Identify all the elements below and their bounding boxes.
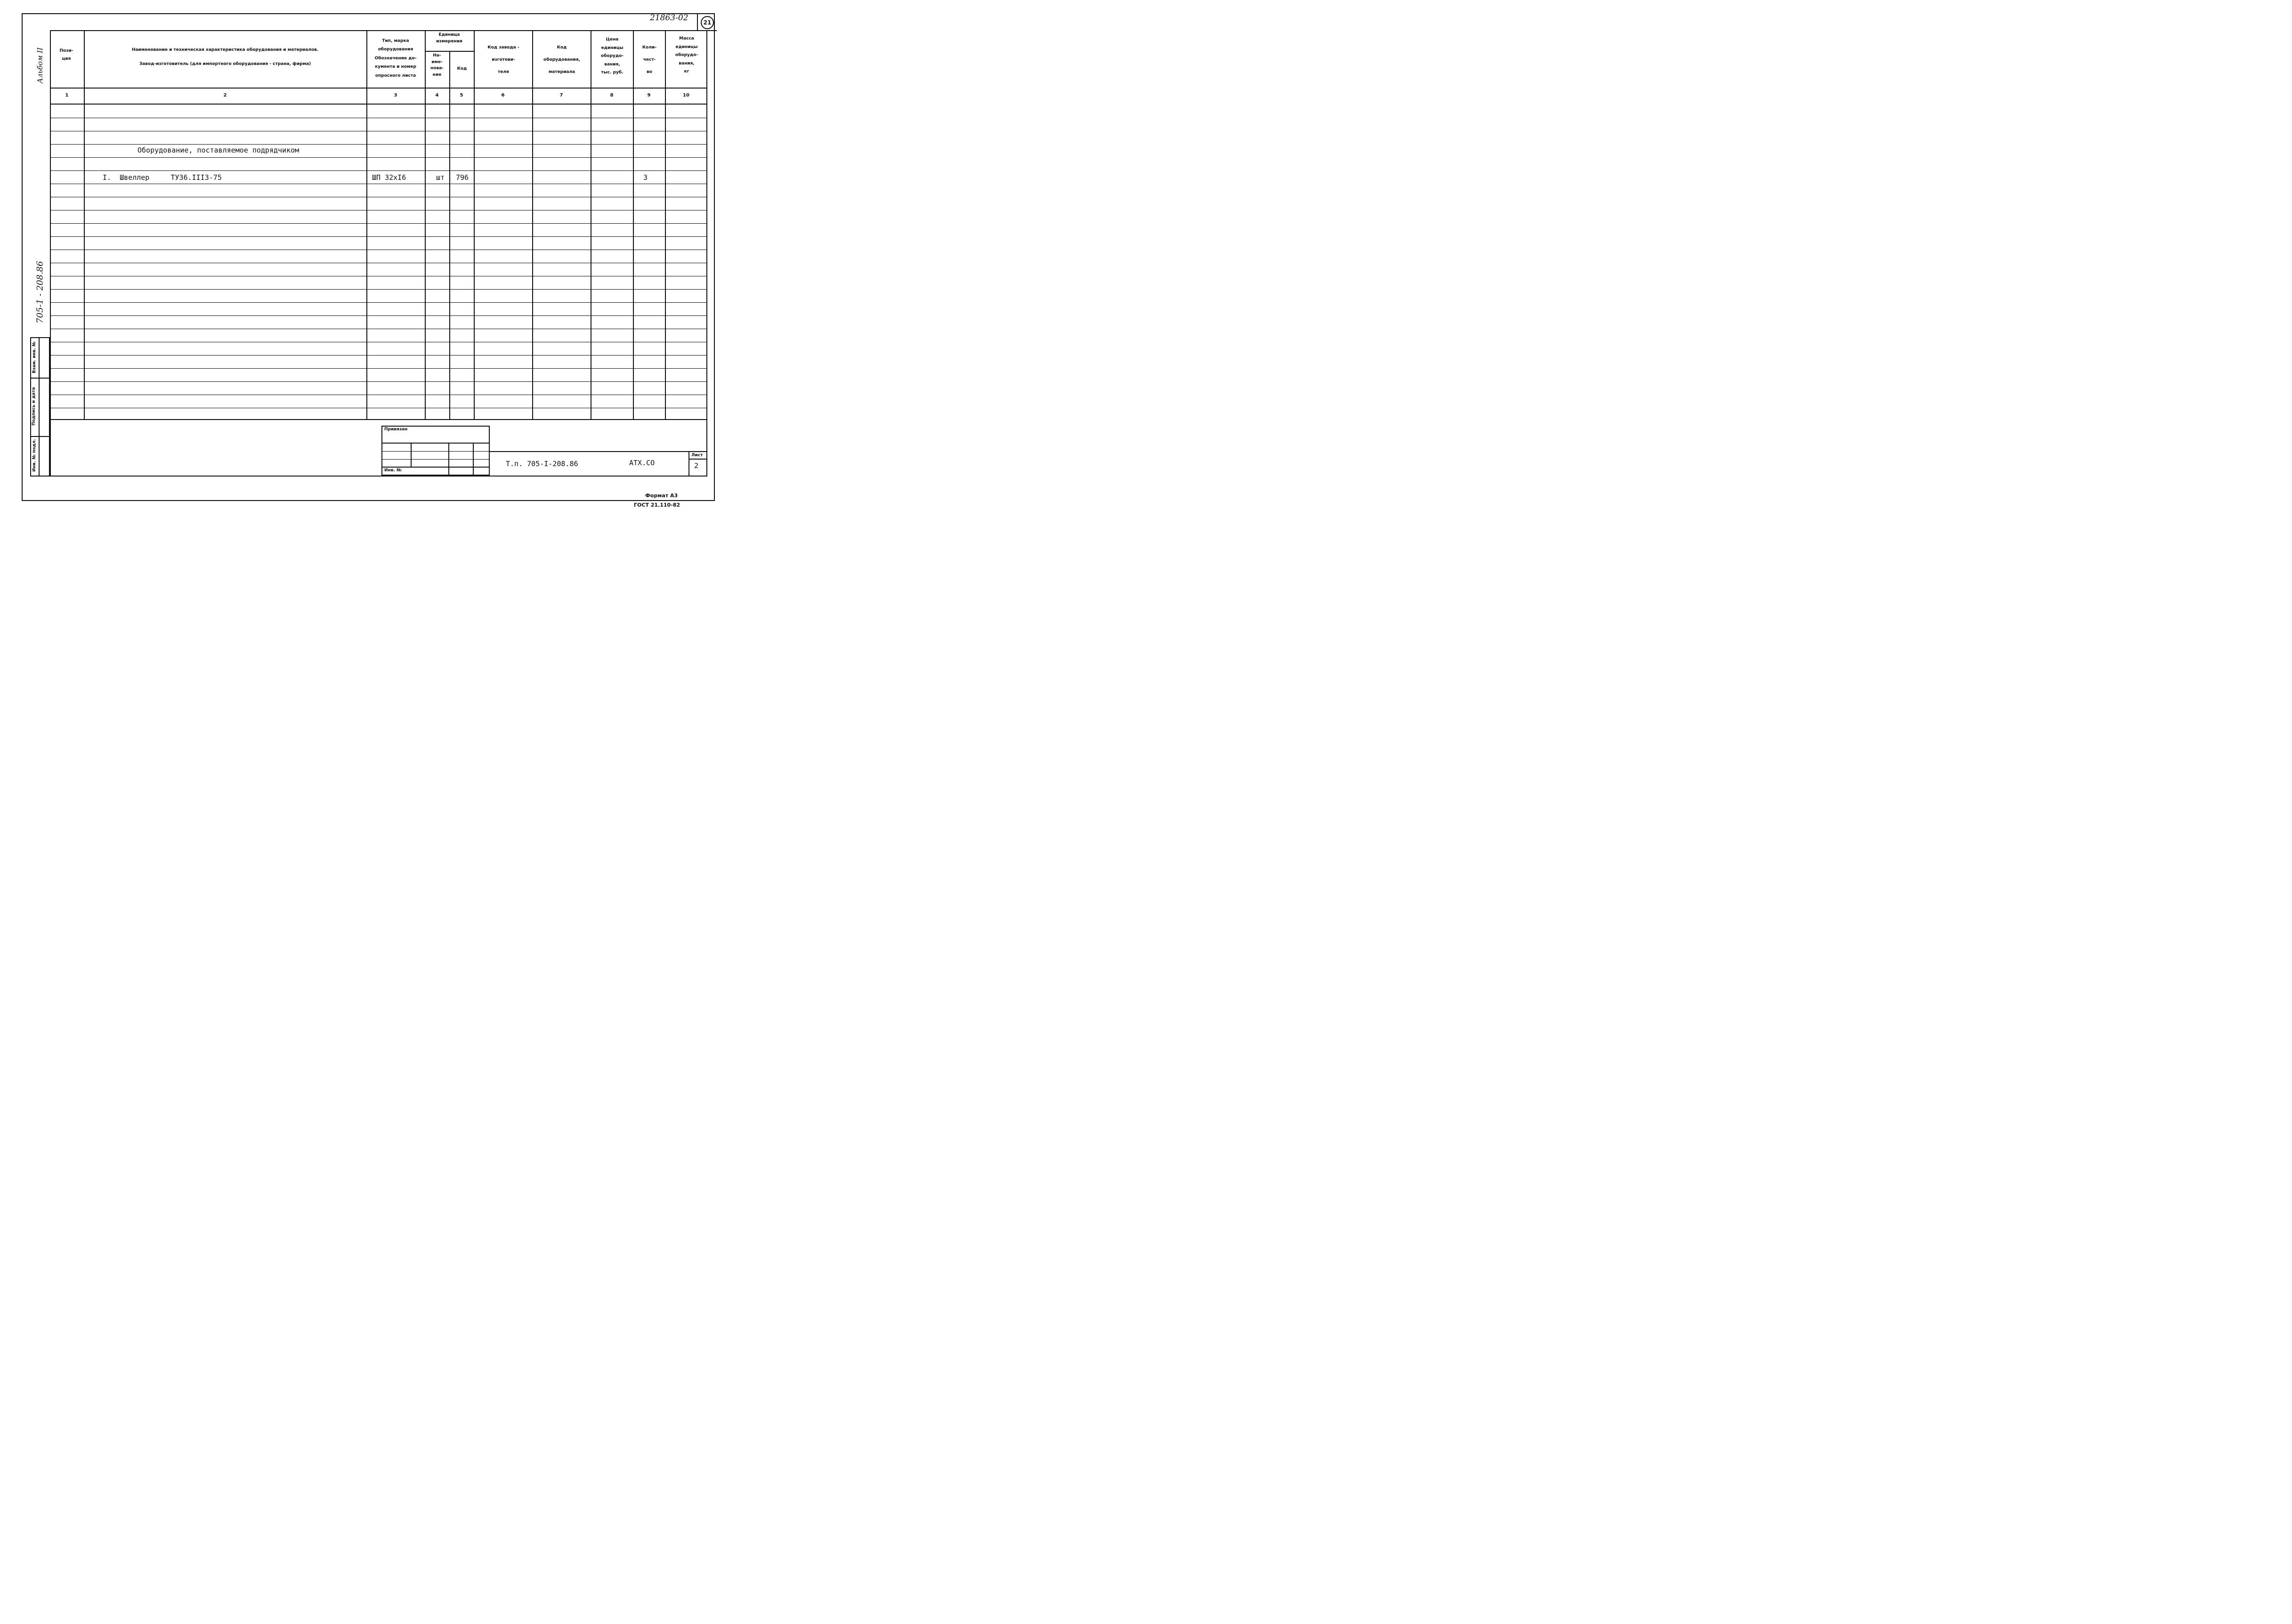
- item-name: I. Швеллер ТУ36.III3-75: [103, 173, 222, 182]
- column-number: 2: [223, 93, 227, 98]
- vertical-doc-number: 705-1 - 208.86: [35, 261, 45, 323]
- column-number: 4: [435, 93, 439, 98]
- sheet-cell-divider: [688, 459, 707, 460]
- header-maker-code: Код завода - изготови- теля: [487, 45, 519, 75]
- table-row: [50, 381, 707, 382]
- column-number: 1: [65, 93, 69, 98]
- album-label: Альбом II: [36, 47, 44, 84]
- table-bottom-line: [50, 419, 707, 420]
- unit-group-divider: [425, 51, 474, 52]
- header-position: Пози- ция: [59, 48, 73, 62]
- table-row: [50, 289, 707, 290]
- attached-label: Привязан: [384, 427, 408, 432]
- side-stamp-replace-label: Взам. инв. №: [32, 341, 37, 373]
- header-type: Тип, марка оборудования Обозначение до- кумента и номер опросного листа: [374, 39, 417, 78]
- sheet-circle-number: 21: [701, 16, 714, 29]
- column-number: 8: [610, 93, 614, 98]
- header-mass: Масса единицы оборудо- вания, кг: [675, 36, 698, 74]
- header-equipment-code: Код оборудования, материала: [543, 45, 580, 75]
- sheet-number: 2: [694, 461, 699, 470]
- item-quantity: 3: [643, 173, 648, 182]
- table-row: [50, 236, 707, 237]
- doc-code: АТХ.СО: [629, 459, 655, 467]
- header-name: Наименование и техническая характеристика оборудования и материалов. Завод-изготовитель (для импортного оборудования - страна, фирма): [131, 48, 319, 66]
- column-number: 3: [394, 93, 397, 98]
- side-stamp-sign-label: Подпись и дата: [32, 387, 36, 426]
- title-block-top: [490, 451, 707, 452]
- column-number: 7: [559, 93, 563, 98]
- column-number: 5: [460, 93, 463, 98]
- header-price: Цена единицы оборудо- вания, тыс. руб.: [600, 37, 624, 75]
- column-number: 10: [683, 93, 689, 98]
- sheet-cell-divider: [688, 451, 689, 477]
- header-unit-name: На- име- нова- ние: [430, 53, 444, 77]
- header-unit-group: Единица измерения: [436, 32, 462, 44]
- colnum-divider: [50, 104, 707, 105]
- doc-designation: Т.п. 705-I-208.86: [506, 460, 578, 468]
- table-row: [50, 302, 707, 303]
- attached-divider: [411, 443, 412, 467]
- item-type: ШП 32хI6: [372, 173, 406, 182]
- column-number: 6: [501, 93, 505, 98]
- side-stamp-divider: [39, 337, 40, 477]
- header-quantity: Коли- чест- во: [642, 45, 657, 75]
- column-divider: [449, 51, 450, 419]
- table-row: [50, 170, 707, 171]
- attached-divider: [448, 443, 449, 476]
- table-row: [50, 368, 707, 369]
- table-row: [50, 355, 707, 356]
- attached-divider: [473, 443, 474, 476]
- sheet-code: 21863-02: [650, 13, 688, 23]
- column-number: 9: [647, 93, 651, 98]
- table-row: [50, 223, 707, 224]
- table-row: [50, 157, 707, 158]
- section-title: Оборудование, поставляемое подрядчиком: [138, 146, 300, 154]
- gost-label: ГОСТ 21.110-82: [634, 502, 680, 508]
- sheet-label: Лист: [691, 453, 703, 458]
- item-unit-code: 796: [456, 173, 469, 182]
- inv-label: Инв. №: [384, 468, 402, 473]
- item-unit-name: шт: [436, 173, 445, 182]
- table-row: [50, 315, 707, 316]
- format-label: Формат А3: [645, 493, 678, 499]
- header-unit-code: Код: [457, 66, 467, 71]
- side-stamp-inv-label: Инв. № подл.: [32, 439, 37, 472]
- table-row: [50, 144, 707, 145]
- header-divider: [50, 88, 707, 89]
